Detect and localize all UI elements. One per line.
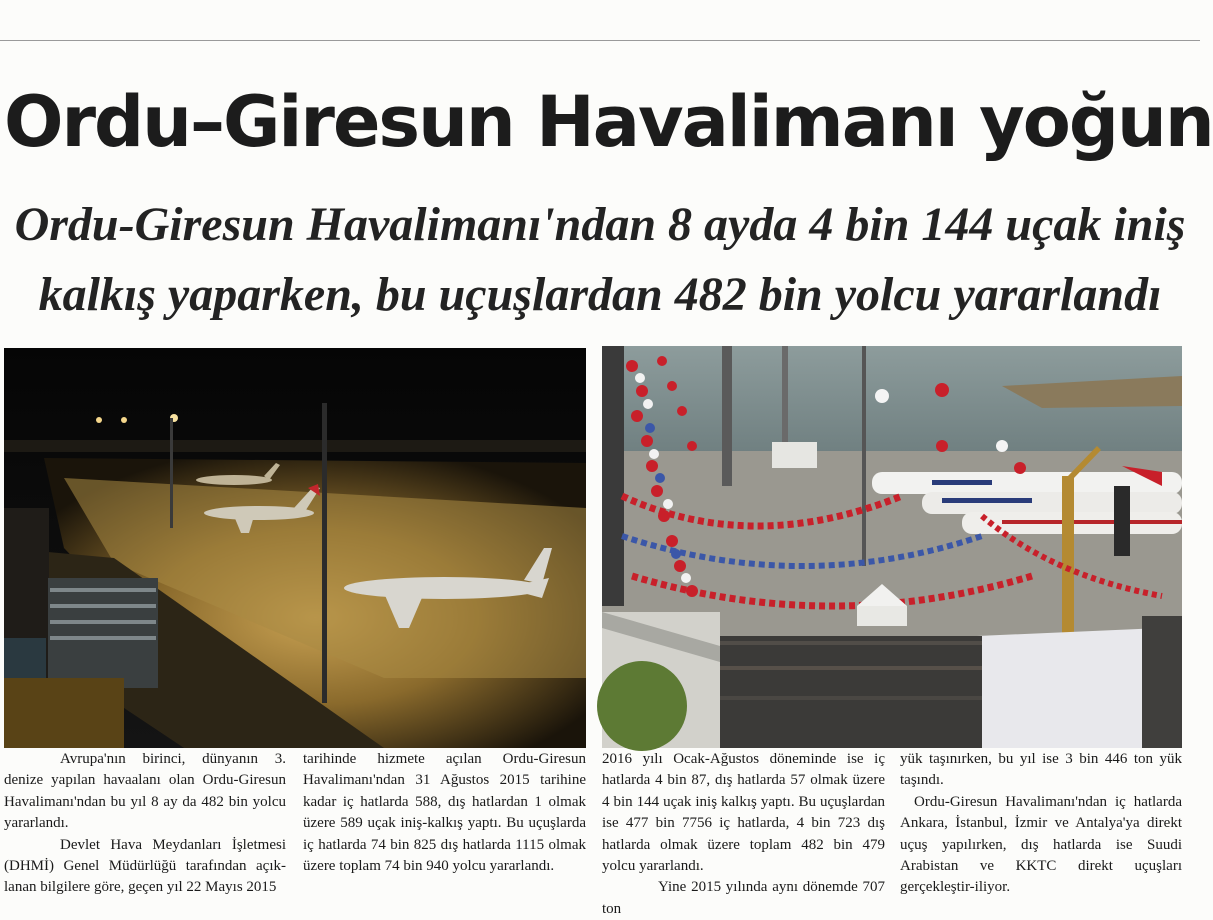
photo-opening-ceremony [602,346,1182,748]
headline: Ordu–Giresun Havalimanı yoğun [4,81,1213,163]
subheadline-line-1: Ordu-Giresun Havalimanı'ndan 8 ayda 4 bin 144 uçak iniş [14,198,1186,251]
photo-night-apron [4,348,586,748]
top-rule [0,40,1200,41]
article-column-1 [4,749,286,896]
article-column-4 [900,749,1182,896]
article-paragraph: 2016 yılı Ocak-Ağustos döneminde ise iç hatlarda 4 bin 87, dış hatlarda 57 olmak üzere 4 bin 144 uçak iniş kalkış yaptı. Bu uçuşlardan ise 477 bin 7756 iç hatlarda, 4 bin 723 dış hatlarda olmak üzere toplam 482 bin 479 yolcu yararlandı. [602,751,885,875]
article-paragraph: Ordu-Giresun Havalimanı'ndan iç hatlarda Ankara, İstanbul, İzmir ve Antalya'ya direkt uçuş yapılırken, dış hatlarda ise Suudi Arabistan ve KKTC direkt uçuşları gerçekleştir-iliyor. [900,793,1182,896]
subheadline-line-2: kalkış yaparken, bu uçuşlardan 482 bin yolcu yararlandı [38,268,1162,321]
article-paragraph: yük taşınırken, bu yıl ise 3 bin 446 ton yük taşındı. [900,751,1182,789]
article-paragraph: Yine 2015 yılında aynı dönemde 707 ton [602,879,885,917]
subheadline [0,190,1200,330]
article-paragraph: Avrupa'nın birinci, dünyanın 3. denize yapılan havaalanı olan Ordu-Giresun Havalimanı'ndan bu yıl 8 ay da 482 bin yolcu yararlandı. [4,751,286,832]
article-column-2 [303,749,586,892]
article-paragraph: Devlet Hava Meydanları İşletmesi (DHMİ) Genel Müdürlüğü tarafından açık-lanan bilgilere göre, geçen yıl 22 Mayıs 2015 [4,836,286,896]
article-column-3 [602,749,885,917]
article-paragraph: tarihinde hizmete açılan Ordu-Giresun Havalimanı'ndan 31 Ağustos 2015 tarihine kadar iç hatlarda 588, dış hatlardan 1 olmak üzere 589 uçak iniş-kalkış yaptı. Bu uçuşlarda iç hatlarda 74 bin 825 dış hatlarda 1115 olmak üzere toplam 74 bin 940 yolcu yararlandı. [303,751,586,875]
